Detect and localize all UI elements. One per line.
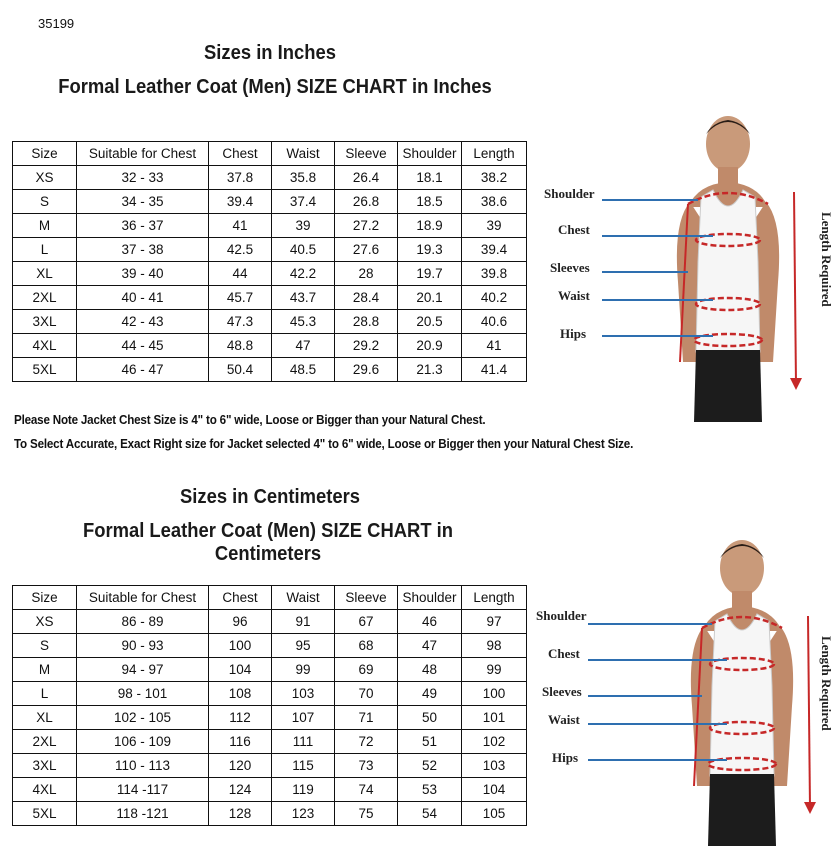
table-cell: 128: [209, 802, 272, 826]
inches-size-table: [12, 141, 527, 382]
table-cell: 39.4: [209, 190, 272, 214]
column-header: Length: [462, 586, 527, 610]
column-header: Length: [462, 142, 527, 166]
table-cell: 116: [209, 730, 272, 754]
note-line-2: To Select Accurate, Exact Right size for Jacket selected 4" to 6" wide, Loose or Bigger then your Natural Chest Size.: [14, 437, 634, 451]
figure-label-shoulder: Shoulder: [536, 608, 587, 623]
column-header: Size: [13, 586, 77, 610]
table-cell: 37 - 38: [77, 238, 209, 262]
table-cell: 28.8: [335, 310, 398, 334]
inches-subtitle: Formal Leather Coat (Men) SIZE CHART in Inches: [58, 76, 492, 98]
table-cell: 72: [335, 730, 398, 754]
figure-label-chest: Chest: [558, 222, 590, 237]
table-cell: 51: [398, 730, 462, 754]
table-cell: 44 - 45: [77, 334, 209, 358]
table-row: [13, 334, 527, 358]
table-cell: M: [13, 214, 77, 238]
figure-label-waist: Waist: [558, 288, 590, 303]
column-header: Sleeve: [335, 142, 398, 166]
table-row: [13, 238, 527, 262]
table-cell: 46 - 47: [77, 358, 209, 382]
table-cell: XL: [13, 262, 77, 286]
table-cell: 67: [335, 610, 398, 634]
inches-title: Sizes in Inches: [204, 42, 336, 64]
table-cell: S: [13, 190, 77, 214]
column-header: Sleeve: [335, 586, 398, 610]
table-cell: 95: [272, 634, 335, 658]
cm-size-table: [12, 585, 527, 826]
table-header-row: [13, 586, 527, 610]
table-header-row: [13, 142, 527, 166]
table-cell: S: [13, 634, 77, 658]
table-row: [13, 262, 527, 286]
table-cell: 111: [272, 730, 335, 754]
table-cell: 73: [335, 754, 398, 778]
table-row: [13, 310, 527, 334]
table-row: [13, 610, 527, 634]
table-cell: 42.5: [209, 238, 272, 262]
figure-label-waist: Waist: [548, 712, 580, 727]
table-row: [13, 166, 527, 190]
table-cell: 100: [209, 634, 272, 658]
table-cell: 3XL: [13, 754, 77, 778]
table-cell: 49: [398, 682, 462, 706]
table-cell: 48: [398, 658, 462, 682]
table-cell: 118 -121: [77, 802, 209, 826]
table-cell: 86 - 89: [77, 610, 209, 634]
table-row: [13, 730, 527, 754]
column-header: Suitable for Chest: [77, 586, 209, 610]
table-cell: 96: [209, 610, 272, 634]
table-cell: 54: [398, 802, 462, 826]
table-cell: 102 - 105: [77, 706, 209, 730]
table-cell: 38.6: [462, 190, 527, 214]
table-cell: 48.8: [209, 334, 272, 358]
table-cell: 40.5: [272, 238, 335, 262]
table-cell: 32 - 33: [77, 166, 209, 190]
table-cell: 26.4: [335, 166, 398, 190]
table-cell: 112: [209, 706, 272, 730]
table-cell: 20.9: [398, 334, 462, 358]
product-code: 35199: [38, 16, 75, 31]
column-header: Waist: [272, 142, 335, 166]
table-cell: 19.7: [398, 262, 462, 286]
table-row: [13, 802, 527, 826]
note-line-1: Please Note Jacket Chest Size is 4" to 6" wide, Loose or Bigger than your Natural Chest.: [14, 413, 486, 427]
table-cell: 120: [209, 754, 272, 778]
table-cell: 119: [272, 778, 335, 802]
figure-label-hips: Hips: [560, 326, 587, 341]
table-cell: 4XL: [13, 334, 77, 358]
table-cell: 28.4: [335, 286, 398, 310]
table-cell: 18.5: [398, 190, 462, 214]
table-cell: 4XL: [13, 778, 77, 802]
table-row: [13, 214, 527, 238]
table-cell: 37.4: [272, 190, 335, 214]
table-cell: 34 - 35: [77, 190, 209, 214]
table-row: [13, 634, 527, 658]
table-cell: 5XL: [13, 358, 77, 382]
table-cell: 52: [398, 754, 462, 778]
table-cell: 70: [335, 682, 398, 706]
table-cell: 104: [462, 778, 527, 802]
table-cell: 21.3: [398, 358, 462, 382]
table-cell: 110 - 113: [77, 754, 209, 778]
table-cell: 28: [335, 262, 398, 286]
table-cell: 53: [398, 778, 462, 802]
table-cell: 36 - 37: [77, 214, 209, 238]
table-cell: 105: [462, 802, 527, 826]
column-header: Shoulder: [398, 142, 462, 166]
table-cell: 115: [272, 754, 335, 778]
table-cell: 99: [462, 658, 527, 682]
table-cell: 68: [335, 634, 398, 658]
table-cell: 104: [209, 658, 272, 682]
table-cell: 47: [398, 634, 462, 658]
table-cell: M: [13, 658, 77, 682]
table-cell: 41.4: [462, 358, 527, 382]
table-cell: 40 - 41: [77, 286, 209, 310]
table-cell: 103: [272, 682, 335, 706]
table-cell: 46: [398, 610, 462, 634]
measurement-figure-inches: [538, 112, 838, 422]
table-cell: 42 - 43: [77, 310, 209, 334]
table-cell: 39 - 40: [77, 262, 209, 286]
table-cell: 29.2: [335, 334, 398, 358]
cm-subtitle: Formal Leather Coat (Men) SIZE CHART in Centimeters: [82, 520, 454, 565]
column-header: Chest: [209, 142, 272, 166]
table-cell: 108: [209, 682, 272, 706]
table-cell: 43.7: [272, 286, 335, 310]
table-cell: 39: [272, 214, 335, 238]
table-cell: 27.2: [335, 214, 398, 238]
table-cell: 20.5: [398, 310, 462, 334]
table-cell: 45.7: [209, 286, 272, 310]
table-cell: 35.8: [272, 166, 335, 190]
table-cell: 40.6: [462, 310, 527, 334]
table-row: [13, 358, 527, 382]
table-cell: 123: [272, 802, 335, 826]
table-cell: 106 - 109: [77, 730, 209, 754]
table-cell: 44: [209, 262, 272, 286]
table-row: [13, 682, 527, 706]
table-cell: 5XL: [13, 802, 77, 826]
table-cell: 103: [462, 754, 527, 778]
table-cell: 98 - 101: [77, 682, 209, 706]
figure-label-length: Length Required: [819, 636, 834, 731]
table-cell: 19.3: [398, 238, 462, 262]
table-cell: 101: [462, 706, 527, 730]
table-row: [13, 778, 527, 802]
figure-label-sleeves: Sleeves: [542, 684, 582, 699]
table-cell: 94 - 97: [77, 658, 209, 682]
column-header: Size: [13, 142, 77, 166]
table-cell: 18.1: [398, 166, 462, 190]
figure-label-length: Length Required: [819, 212, 834, 307]
table-cell: 90 - 93: [77, 634, 209, 658]
table-cell: 20.1: [398, 286, 462, 310]
table-row: [13, 706, 527, 730]
table-cell: 69: [335, 658, 398, 682]
table-row: [13, 286, 527, 310]
table-cell: 99: [272, 658, 335, 682]
table-cell: 100: [462, 682, 527, 706]
table-cell: 2XL: [13, 730, 77, 754]
table-cell: 71: [335, 706, 398, 730]
table-cell: 27.6: [335, 238, 398, 262]
table-cell: XS: [13, 610, 77, 634]
table-cell: 39.4: [462, 238, 527, 262]
table-row: [13, 190, 527, 214]
table-cell: 47.3: [209, 310, 272, 334]
table-cell: 97: [462, 610, 527, 634]
table-cell: 75: [335, 802, 398, 826]
table-cell: 114 -117: [77, 778, 209, 802]
figure-label-hips: Hips: [552, 750, 579, 765]
figure-label-sleeves: Sleeves: [550, 260, 590, 275]
table-cell: 37.8: [209, 166, 272, 190]
table-cell: 39: [462, 214, 527, 238]
table-cell: 2XL: [13, 286, 77, 310]
table-cell: 102: [462, 730, 527, 754]
table-cell: L: [13, 682, 77, 706]
table-cell: XL: [13, 706, 77, 730]
table-cell: 47: [272, 334, 335, 358]
table-cell: 91: [272, 610, 335, 634]
table-cell: 50.4: [209, 358, 272, 382]
table-cell: 3XL: [13, 310, 77, 334]
table-cell: 29.6: [335, 358, 398, 382]
table-cell: 18.9: [398, 214, 462, 238]
table-cell: 74: [335, 778, 398, 802]
table-cell: 50: [398, 706, 462, 730]
table-cell: 42.2: [272, 262, 335, 286]
table-cell: L: [13, 238, 77, 262]
table-cell: 38.2: [462, 166, 527, 190]
table-cell: 48.5: [272, 358, 335, 382]
figure-label-shoulder: Shoulder: [544, 186, 595, 201]
column-header: Suitable for Chest: [77, 142, 209, 166]
table-row: [13, 754, 527, 778]
table-cell: 107: [272, 706, 335, 730]
table-cell: 41: [462, 334, 527, 358]
table-row: [13, 658, 527, 682]
column-header: Chest: [209, 586, 272, 610]
cm-title: Sizes in Centimeters: [180, 486, 360, 508]
table-cell: 26.8: [335, 190, 398, 214]
table-cell: 124: [209, 778, 272, 802]
column-header: Waist: [272, 586, 335, 610]
table-cell: 98: [462, 634, 527, 658]
table-cell: XS: [13, 166, 77, 190]
figure-label-chest: Chest: [548, 646, 580, 661]
table-cell: 39.8: [462, 262, 527, 286]
table-cell: 45.3: [272, 310, 335, 334]
measurement-figure-cm: [532, 536, 832, 846]
column-header: Shoulder: [398, 586, 462, 610]
table-cell: 40.2: [462, 286, 527, 310]
table-cell: 41: [209, 214, 272, 238]
